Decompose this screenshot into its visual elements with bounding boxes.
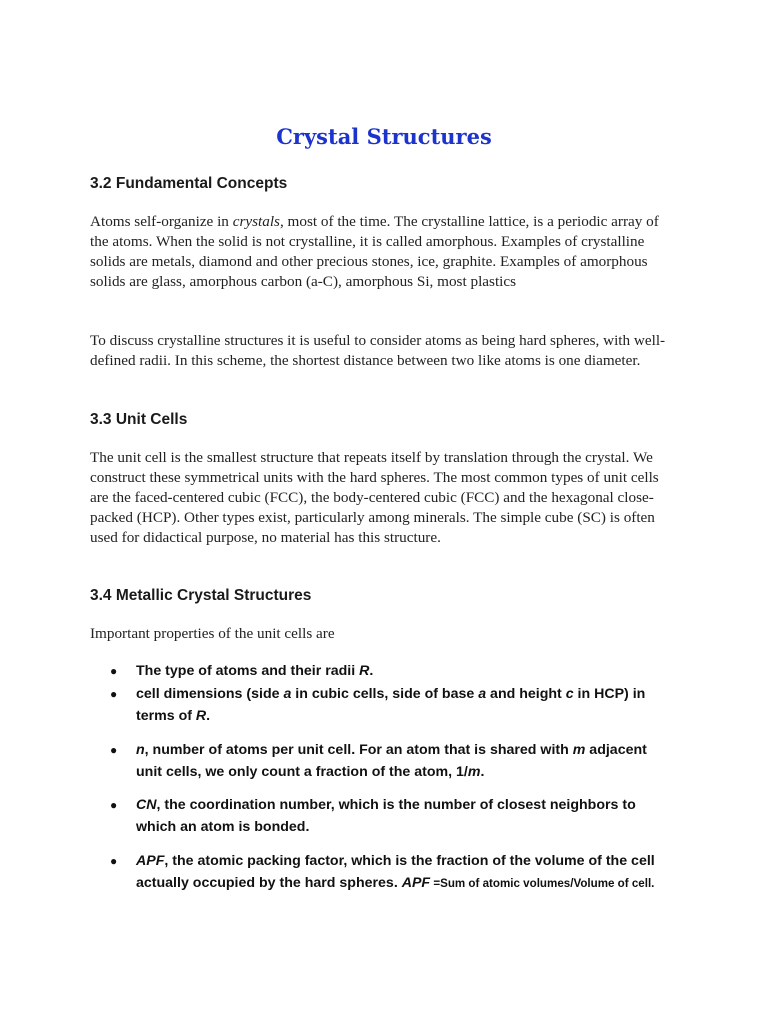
symbol-r: R [195, 708, 207, 724]
bullet-icon: ● [110, 798, 118, 812]
symbol-r: R [359, 663, 370, 679]
list-item-text-part: . [480, 764, 485, 780]
bullet-icon: ● [110, 854, 118, 868]
list-item-text-part: and height [486, 686, 566, 702]
symbol-a: a [283, 686, 292, 702]
list-item-text [136, 660, 676, 682]
paragraph-crystals-rest: , most of the time. The crystalline lattice, is a periodic array of the atoms. When the solid is not crystalline, it is called amorphous. Examples of crystalline solids are metals, diamond and other precious stones, ice, graphite. Examples of amorphous solids are glass, amorphous carbon (a-C), amorphous Si, most plastics [90, 213, 659, 290]
term-crystals: crystals [232, 213, 280, 230]
list-item-text [136, 794, 676, 838]
list-item-text-part: cell dimensions (side [136, 686, 284, 702]
section-heading-metallic-crystal-structures: 3.4 Metallic Crystal Structures [90, 587, 312, 604]
list-item-text-part: . [369, 663, 374, 679]
section-heading-fundamental-concepts: 3.2 Fundamental Concepts [90, 175, 288, 192]
paragraph-crystals [90, 212, 680, 292]
list-item-text-part: , the atomic packing factor, which is the fraction of the volume of the cell actually occupied by the hard spheres. [136, 853, 655, 891]
symbol-a: a [478, 686, 487, 702]
paragraph-properties-intro: Important properties of the unit cells are [90, 625, 335, 642]
list-item-text-part: adjacent unit cells, we only count a fraction of the atom, 1/ [136, 742, 647, 780]
paragraph-crystals-start: Atoms self-organize in [90, 213, 233, 230]
list-item-text-part: in cubic cells, side of base [291, 686, 479, 702]
list-item-text-part: in HCP) in terms of [136, 686, 646, 724]
list-item-text-part: , number of atoms per unit cell. For an atom that is shared with [144, 742, 573, 758]
list-item-text [136, 739, 676, 783]
section-heading-unit-cells: 3.3 Unit Cells [90, 411, 188, 428]
bullet-icon: ● [110, 664, 118, 678]
symbol-cn: CN [136, 797, 157, 813]
symbol-m: m [467, 764, 481, 780]
list-item-text [136, 850, 676, 895]
symbol-m: m [572, 742, 586, 758]
list-item-text-part: . [206, 708, 211, 724]
apf-formula: =Sum of atomic volumes/Volume of cell. [430, 877, 655, 890]
paragraph-unit-cell: The unit cell is the smallest structure that repeats itself by translation through the crystal. We construct these symmetrical units with the hard spheres. The most common types of unit cells are the faced-centered cubic (FCC), the body-centered cubic (FCC) and the hexagonal close-packed (HCP). Other types exist, particularly among minerals. The simple cube (SC) is often used for didactical purpose, no material has this structure. [90, 449, 659, 546]
bullet-icon: ● [110, 743, 118, 757]
symbol-apf: APF [401, 875, 431, 891]
list-item-text [136, 683, 676, 727]
symbol-apf: APF [136, 853, 165, 869]
symbol-c: c [565, 686, 574, 702]
list-item-text-part: , the coordination number, which is the number of closest neighbors to which an atom is bonded. [136, 797, 636, 835]
paragraph-hard-spheres: To discuss crystalline structures it is useful to consider atoms as being hard spheres, with well-defined radii. In this scheme, the shortest distance between two like atoms is one diameter. [90, 332, 666, 369]
document-title: Crystal Structures [276, 124, 492, 149]
bullet-icon: ● [110, 687, 118, 701]
symbol-n: n [136, 742, 145, 758]
list-item-text-part: The type of atoms and their radii [136, 663, 360, 679]
